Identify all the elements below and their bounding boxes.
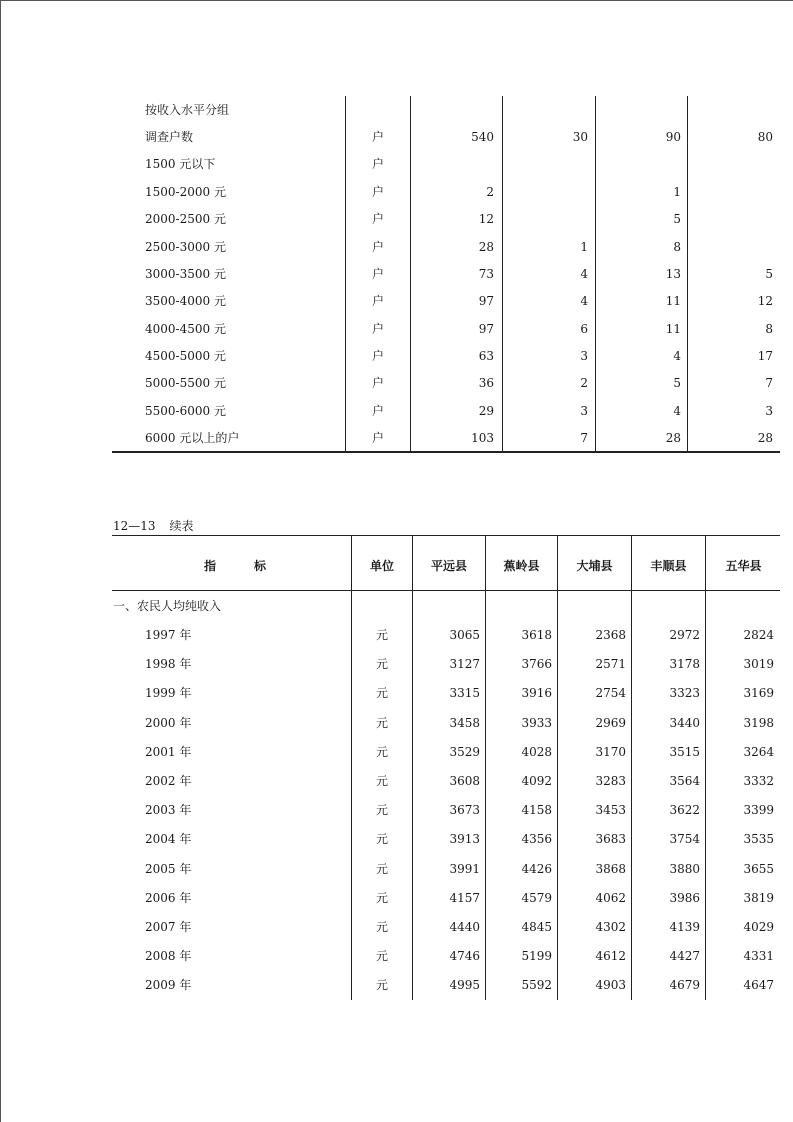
income-cell: 4845 <box>521 920 552 934</box>
income-cell: 5199 <box>521 949 552 964</box>
table1-cell: 1 <box>673 185 681 199</box>
table1-cell: 28 <box>478 240 494 254</box>
income-cell: 3065 <box>449 628 480 642</box>
income-cell: 3655 <box>743 861 774 876</box>
header-county-3: 大埔县 <box>576 559 613 573</box>
year-label: 2003 年 <box>145 803 192 818</box>
header-county-4: 丰顺县 <box>650 559 687 573</box>
income-cell: 4679 <box>669 978 700 993</box>
table1-row-label: 3500-4000 元 <box>145 294 226 308</box>
income-cell: 3986 <box>669 890 700 905</box>
table-continued-label: 续表 <box>169 519 194 533</box>
year-label: 2004 年 <box>145 832 192 847</box>
year-label: 2007 年 <box>145 920 192 934</box>
income-cell: 3564 <box>669 774 700 788</box>
table1-cell: 1 <box>580 240 588 254</box>
table1-row-unit: 户 <box>371 267 384 281</box>
unit-cell: 元 <box>375 920 388 934</box>
income-cell: 2969 <box>595 715 626 730</box>
income-cell: 3323 <box>669 686 700 701</box>
income-cell: 2571 <box>595 657 626 672</box>
income-cell: 4139 <box>669 920 700 934</box>
unit-cell: 元 <box>375 657 388 672</box>
table1-cell: 103 <box>471 431 494 445</box>
table1-cell: 2 <box>580 376 588 390</box>
year-label: 1997 年 <box>145 628 192 642</box>
header-county-1: 平远县 <box>430 559 467 573</box>
table1-cell: 7 <box>765 376 773 390</box>
header-county-2: 蕉岭县 <box>503 559 540 573</box>
table1-row-unit: 户 <box>371 404 384 418</box>
income-cell: 3683 <box>595 832 626 847</box>
income-cell: 2972 <box>669 628 700 642</box>
table1-cell: 5 <box>765 267 773 281</box>
table1-cell: 6 <box>580 322 588 336</box>
table1-row-label: 5000-5500 元 <box>145 376 226 390</box>
income-cell: 3399 <box>743 803 774 818</box>
income-cell: 4995 <box>449 978 480 993</box>
income-cell: 3913 <box>449 832 480 847</box>
income-cell: 3622 <box>669 803 700 818</box>
table-caption <box>113 517 194 534</box>
income-cell: 3169 <box>743 686 774 701</box>
table1-row-label: 1500 元以下 <box>145 157 216 171</box>
table1-row-label: 调查户数 <box>145 130 194 144</box>
income-cell: 4746 <box>449 949 480 964</box>
income-cell: 4612 <box>595 949 626 964</box>
income-cell: 2754 <box>595 686 626 701</box>
table1-cell: 3 <box>580 349 588 363</box>
year-label: 2009 年 <box>145 978 192 993</box>
page-border-left <box>0 0 1 1122</box>
table1-cell: 2 <box>486 185 494 199</box>
table1-cell: 28 <box>665 431 681 445</box>
income-cell: 3916 <box>521 686 552 701</box>
income-cell: 4647 <box>743 978 774 993</box>
table1-cell: 7 <box>580 431 588 445</box>
year-label: 2001 年 <box>145 744 192 759</box>
income-cell: 3880 <box>669 861 700 876</box>
income-cell: 3608 <box>449 774 480 788</box>
table1-row-unit: 户 <box>371 240 384 254</box>
table1-cell: 8 <box>673 240 681 254</box>
unit-cell: 元 <box>375 949 388 964</box>
table1-cell: 97 <box>478 294 494 308</box>
table1-cell: 17 <box>757 349 773 363</box>
table1-cell: 3 <box>580 404 588 418</box>
table1-cell: 80 <box>757 130 773 144</box>
table1-row-unit: 户 <box>371 130 384 144</box>
table1-row-label: 2000-2500 元 <box>145 212 226 226</box>
income-cell: 3754 <box>669 832 700 847</box>
unit-cell: 元 <box>375 628 388 642</box>
income-cell: 3127 <box>449 657 480 672</box>
income-cell: 4029 <box>743 920 774 934</box>
table1-cell: 73 <box>478 267 494 281</box>
unit-cell: 元 <box>375 686 388 701</box>
income-cell: 3440 <box>669 715 700 730</box>
table1-cell: 4 <box>673 404 681 418</box>
table1-row-label: 6000 元以上的户 <box>145 431 240 445</box>
income-cell: 4579 <box>521 890 552 905</box>
income-cell: 3458 <box>449 715 480 730</box>
unit-cell: 元 <box>375 890 388 905</box>
table1-cell: 5 <box>673 376 681 390</box>
income-cell: 4440 <box>449 920 480 934</box>
table1-column-divider <box>410 96 411 452</box>
table1-cell: 63 <box>478 349 494 363</box>
table1-column-divider <box>502 96 503 452</box>
income-cell: 5592 <box>521 978 552 993</box>
income-cell: 3991 <box>449 861 480 876</box>
income-cell: 4028 <box>521 744 552 759</box>
table1-column-divider <box>687 96 688 452</box>
table2-top-rule <box>112 535 780 536</box>
table1-cell: 90 <box>665 130 681 144</box>
table1-row-unit: 户 <box>371 185 384 199</box>
income-cell: 4092 <box>521 774 552 788</box>
table1-column-divider <box>595 96 596 452</box>
table1-row-unit: 户 <box>371 157 384 171</box>
income-cell: 4331 <box>743 949 774 964</box>
income-cell: 3618 <box>521 628 552 642</box>
header-indicator-a: 指 <box>203 559 216 573</box>
unit-cell: 元 <box>375 861 388 876</box>
income-cell: 3933 <box>521 715 552 730</box>
income-cell: 4302 <box>595 920 626 934</box>
table1-cell: 5 <box>673 212 681 226</box>
income-cell: 3332 <box>743 774 774 788</box>
income-cell: 3283 <box>595 774 626 788</box>
header-unit: 单位 <box>369 559 394 573</box>
income-cell: 3453 <box>595 803 626 818</box>
table1-row-unit: 户 <box>371 322 384 336</box>
table1-row-unit: 户 <box>371 431 384 445</box>
income-cell: 3819 <box>743 890 774 905</box>
table1-row-label: 按收入水平分组 <box>145 103 230 117</box>
income-cell: 3170 <box>595 744 626 759</box>
table1-cell: 13 <box>665 267 681 281</box>
header-indicator-b: 标 <box>253 559 266 573</box>
income-cell: 3529 <box>449 744 480 759</box>
table1-row-label: 4000-4500 元 <box>145 322 226 336</box>
income-cell: 3535 <box>743 832 774 847</box>
table1-cell: 540 <box>471 130 494 144</box>
page-border-top <box>0 0 793 1</box>
income-cell: 4426 <box>521 861 552 876</box>
income-cell: 3019 <box>743 657 774 672</box>
table1-cell: 11 <box>665 322 681 336</box>
section-title: 一、农民人均纯收入 <box>113 599 222 613</box>
income-cell: 3198 <box>743 715 774 730</box>
table1-cell: 29 <box>478 404 494 418</box>
table1-cell: 11 <box>665 294 681 308</box>
table1-cell: 12 <box>757 294 773 308</box>
table1-cell: 28 <box>757 431 773 445</box>
table1-cell: 97 <box>478 322 494 336</box>
table-number: 12—13 <box>113 519 156 533</box>
table1-row-unit: 户 <box>371 212 384 226</box>
header-county-5: 五华县 <box>725 559 762 573</box>
income-cell: 4356 <box>521 832 552 847</box>
income-cell: 4157 <box>449 890 480 905</box>
table1-cell: 30 <box>572 130 588 144</box>
unit-cell: 元 <box>375 978 388 993</box>
year-label: 2000 年 <box>145 715 192 730</box>
income-cell: 3673 <box>449 803 480 818</box>
income-cell: 3264 <box>743 744 774 759</box>
unit-cell: 元 <box>375 803 388 818</box>
table1-cell: 4 <box>580 294 588 308</box>
income-cell: 3515 <box>669 744 700 759</box>
year-label: 1999 年 <box>145 686 192 701</box>
year-label: 2005 年 <box>145 861 192 876</box>
income-cell: 3315 <box>449 686 480 701</box>
table1-cell: 4 <box>580 267 588 281</box>
year-label: 2002 年 <box>145 774 192 788</box>
table1-row-label: 1500-2000 元 <box>145 185 226 199</box>
year-label: 2006 年 <box>145 890 192 905</box>
table1-row-label: 2500-3000 元 <box>145 240 226 254</box>
income-cell: 4903 <box>595 978 626 993</box>
income-cell: 3178 <box>669 657 700 672</box>
table1-cell: 12 <box>478 212 494 226</box>
unit-cell: 元 <box>375 744 388 759</box>
table1-bottom-rule <box>112 451 780 453</box>
income-cell: 2824 <box>743 628 774 642</box>
income-cell: 2368 <box>595 628 626 642</box>
table1-row-label: 3000-3500 元 <box>145 267 226 281</box>
income-cell: 3868 <box>595 861 626 876</box>
income-cell: 4158 <box>521 803 552 818</box>
unit-cell: 元 <box>375 715 388 730</box>
table1-cell: 4 <box>673 349 681 363</box>
year-label: 1998 年 <box>145 657 192 672</box>
table1-cell: 8 <box>765 322 773 336</box>
table1-row-unit: 户 <box>371 294 384 308</box>
unit-cell: 元 <box>375 774 388 788</box>
unit-cell: 元 <box>375 832 388 847</box>
table1-cell: 36 <box>478 376 494 390</box>
year-label: 2008 年 <box>145 949 192 964</box>
income-cell: 3766 <box>521 657 552 672</box>
table2-header-rule <box>112 590 780 591</box>
table1-row-unit: 户 <box>371 376 384 390</box>
table1-cell: 3 <box>765 404 773 418</box>
income-cell: 4427 <box>669 949 700 964</box>
table1-row-label: 4500-5000 元 <box>145 349 226 363</box>
table1-row-unit: 户 <box>371 349 384 363</box>
income-cell: 4062 <box>595 890 626 905</box>
table1-row-label: 5500-6000 元 <box>145 404 226 418</box>
